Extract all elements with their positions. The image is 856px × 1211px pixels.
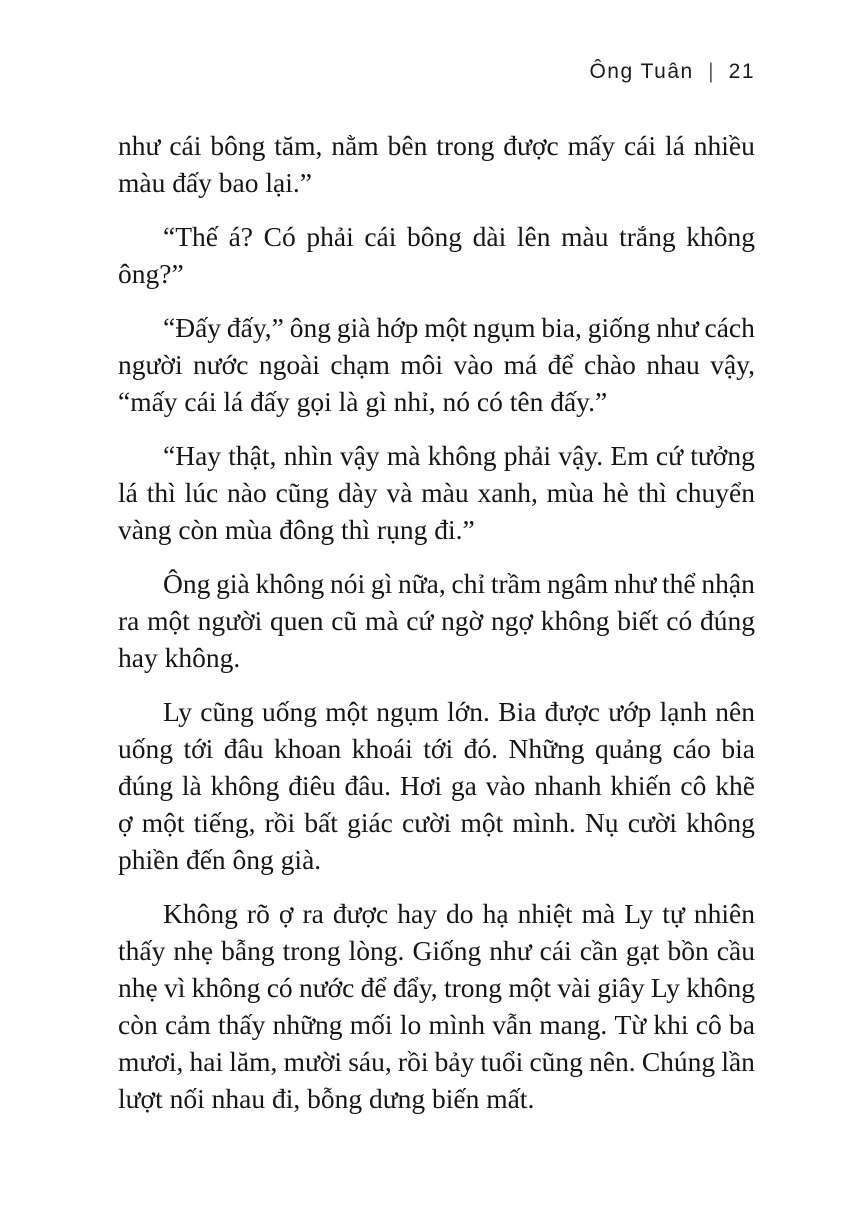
word: á?	[228, 221, 254, 252]
word: “Đấy	[163, 312, 222, 343]
word: lá	[118, 477, 138, 508]
word: Có	[263, 221, 296, 252]
word: hai	[189, 1046, 224, 1077]
word: được	[332, 898, 389, 929]
word: ra	[118, 605, 140, 636]
word: mươi,	[118, 1046, 184, 1077]
word: những	[272, 1009, 343, 1040]
word: Giống	[412, 935, 482, 966]
word: già	[216, 568, 250, 599]
word: bảy	[434, 1046, 475, 1077]
word: trầm	[490, 568, 542, 599]
word: khẽ	[715, 770, 755, 801]
paragraph-1	[118, 127, 755, 201]
paragraph-3	[118, 309, 755, 420]
word: trắng	[619, 221, 676, 252]
word: thấy	[218, 1009, 266, 1040]
word: màu	[561, 221, 609, 252]
word: nên	[715, 696, 755, 727]
word: Chúng	[641, 1046, 716, 1077]
word: hạ	[482, 898, 509, 929]
word: người	[118, 349, 183, 380]
word: không	[686, 221, 755, 252]
word: cười	[627, 807, 677, 838]
word: ga	[450, 770, 477, 801]
word: không	[210, 770, 280, 801]
word: uống	[261, 696, 317, 727]
word: Ông	[163, 568, 211, 599]
word: nước	[193, 349, 249, 380]
text-line	[118, 474, 755, 511]
word: ngụm	[376, 696, 439, 727]
word: đâu.	[344, 770, 392, 801]
word: lên	[516, 221, 551, 252]
word: nhìn	[283, 440, 333, 471]
word: má	[503, 349, 538, 380]
word: cái	[623, 130, 656, 161]
word: bồn	[667, 935, 709, 966]
text-line	[118, 693, 755, 730]
word: bông	[407, 221, 463, 252]
word: ngâm	[547, 568, 609, 599]
word: như	[613, 568, 657, 599]
word: một	[460, 807, 504, 838]
text-line	[118, 218, 755, 255]
text-line	[118, 602, 755, 639]
word: chạm	[330, 349, 390, 380]
word: cô	[680, 770, 707, 801]
word: cũng	[529, 1046, 583, 1077]
word: và	[386, 477, 413, 508]
word: Ly	[163, 696, 193, 727]
word: dày	[337, 477, 378, 508]
word: cũ	[331, 605, 358, 636]
word: vào	[485, 770, 526, 801]
page-number: 21	[728, 60, 755, 83]
word: mười	[283, 1046, 343, 1077]
word: ra	[302, 898, 324, 929]
word: thật,	[228, 440, 277, 471]
body-text	[118, 127, 755, 1117]
word: như	[656, 312, 699, 343]
word: nằm	[331, 130, 379, 161]
word: cũng	[275, 477, 330, 508]
word: gạt	[625, 935, 660, 966]
word: ông	[289, 312, 332, 343]
paragraph-5	[118, 565, 755, 676]
paragraph-2	[118, 218, 755, 292]
word: mối	[349, 1009, 393, 1040]
word: ngoài	[258, 349, 320, 380]
word: còn	[118, 1009, 158, 1040]
word: rồi	[397, 1046, 429, 1077]
word: nhiên	[693, 898, 755, 929]
word: người	[197, 605, 263, 636]
word: lăm,	[229, 1046, 278, 1077]
word: vẫn	[492, 1009, 532, 1040]
word: vậy.	[558, 440, 604, 471]
word: trong	[443, 972, 503, 1003]
word: cáo	[672, 733, 711, 764]
word: nhẹ	[173, 935, 214, 966]
word: vào	[453, 349, 494, 380]
word: Em	[610, 440, 649, 471]
text-line	[118, 932, 755, 969]
word: rõ	[246, 898, 270, 929]
text-line	[118, 127, 755, 164]
word: già	[336, 312, 371, 343]
word: nhiệt	[517, 898, 573, 929]
word: tưởng	[690, 440, 755, 471]
word: uống	[118, 733, 173, 764]
word: một	[147, 605, 190, 636]
word: đâu	[223, 733, 264, 764]
word: bia,	[541, 312, 582, 343]
word: lòng.	[348, 935, 405, 966]
word: Ly	[650, 972, 680, 1003]
word: nhiều	[693, 130, 755, 161]
word: được	[503, 130, 559, 161]
word: ợ	[278, 898, 294, 929]
word: màu	[421, 477, 469, 508]
word: lá	[664, 130, 685, 161]
word: do	[446, 898, 474, 929]
word: nhau	[646, 349, 700, 380]
text-line	[118, 309, 755, 346]
word: vậy,	[710, 349, 755, 380]
word: cười	[402, 807, 452, 838]
word: “Thế	[163, 221, 218, 252]
text-line	[118, 565, 755, 602]
word: ngợ	[490, 605, 534, 636]
text-line	[118, 1043, 755, 1080]
paragraph-7	[118, 895, 755, 1117]
word: nhận	[701, 568, 755, 599]
word: không	[427, 440, 497, 471]
word: thấy	[118, 935, 166, 966]
word: ợ	[118, 807, 133, 838]
word: tuổi	[480, 1046, 524, 1077]
word: vì	[164, 972, 186, 1003]
word: vậy	[339, 440, 380, 471]
word: đó.	[463, 733, 498, 764]
word: khoái	[351, 733, 413, 764]
word: hè	[602, 477, 629, 508]
word: một	[141, 807, 185, 838]
running-title: Ông Tuân	[589, 60, 694, 83]
word: lần	[721, 1046, 755, 1077]
word: không	[686, 807, 755, 838]
word: điêu	[288, 770, 336, 801]
word: tới	[183, 733, 214, 764]
word: sáu,	[348, 1046, 392, 1077]
word: Nụ	[584, 807, 619, 838]
word: ba	[729, 1009, 755, 1040]
text-line	[118, 804, 755, 841]
word: dài	[472, 221, 507, 252]
paragraph-6	[118, 693, 755, 878]
word: quảng	[594, 733, 663, 764]
text-line	[118, 730, 755, 767]
word: phải	[306, 221, 354, 252]
word: phải	[503, 440, 552, 471]
word: lo	[399, 1009, 422, 1040]
word: cô	[695, 1009, 722, 1040]
text-line: “mấy cái lá đấy gọi là gì nhỉ, nó có tên đấy.”	[118, 386, 608, 417]
word: không	[191, 972, 261, 1003]
word: bẫng	[221, 935, 275, 966]
word: giác	[347, 807, 393, 838]
text-line	[118, 969, 755, 1006]
word: mùa	[546, 477, 595, 508]
word: mình	[428, 1009, 485, 1040]
word: giống	[587, 312, 651, 343]
word: mà	[364, 605, 399, 636]
word: đẩy,	[392, 972, 438, 1003]
word: hớp	[376, 312, 419, 343]
text-line	[118, 346, 755, 383]
text-line: màu đấy bao lại.”	[118, 167, 312, 198]
word: Không	[163, 898, 238, 929]
word: khiến	[610, 770, 672, 801]
word: rồi	[264, 807, 296, 838]
word: trong	[436, 130, 495, 161]
word: cách	[704, 312, 755, 343]
word: một	[508, 972, 552, 1003]
text-line: vàng còn mùa đông thì rụng đi.”	[118, 514, 475, 545]
word: nhanh	[534, 770, 602, 801]
word: ướp	[608, 696, 652, 727]
word: Những	[508, 733, 585, 764]
word: vài	[557, 972, 591, 1003]
text-line: hay không.	[118, 642, 241, 673]
word: môi	[400, 349, 444, 380]
word: ngờ	[441, 605, 484, 636]
word: một	[325, 696, 368, 727]
header-separator: |	[708, 60, 714, 83]
word: Từ	[614, 1009, 647, 1040]
word: tăm,	[274, 130, 323, 161]
word: như	[118, 130, 161, 161]
word: Ly	[624, 898, 654, 929]
word: bông	[210, 130, 266, 161]
word: cảm	[164, 1009, 211, 1040]
word: cái	[364, 221, 397, 252]
word: để	[547, 349, 574, 380]
word: mấy	[567, 130, 615, 161]
text-line: phiền đến ông già.	[118, 844, 322, 875]
word: bên	[387, 130, 428, 161]
word: cái	[539, 935, 572, 966]
running-header	[589, 60, 755, 84]
word: nữa,	[398, 568, 446, 599]
word: được	[544, 696, 600, 727]
text-line	[118, 767, 755, 804]
word: không	[686, 972, 755, 1003]
word: cứ	[655, 440, 683, 471]
word: cần	[579, 935, 618, 966]
word: cũng	[200, 696, 254, 727]
word: ngụm	[472, 312, 536, 343]
word: thì	[637, 477, 667, 508]
word: bất	[304, 807, 338, 838]
word: thể	[662, 568, 696, 599]
word: tới	[423, 733, 454, 764]
word: cứ	[406, 605, 434, 636]
word: chào	[584, 349, 636, 380]
word: gì	[370, 568, 393, 599]
word: trong	[282, 935, 341, 966]
word: không	[540, 605, 610, 636]
word: cái	[169, 130, 202, 161]
word: đúng	[699, 605, 755, 636]
word: cầu	[716, 935, 755, 966]
word: tự	[662, 898, 685, 929]
word: một	[424, 312, 468, 343]
word: biết	[617, 605, 659, 636]
text-line	[118, 437, 755, 474]
word: đúng	[118, 770, 173, 801]
word: thì	[146, 477, 176, 508]
text-line: ông?”	[118, 258, 184, 289]
word: chuyển	[675, 477, 755, 508]
word: không	[255, 568, 325, 599]
word: có	[666, 605, 693, 636]
word: mang.	[539, 1009, 608, 1040]
word: tiếng,	[193, 807, 256, 838]
word: nhẹ	[118, 972, 158, 1003]
word: bia	[721, 733, 755, 764]
word: Bia	[498, 696, 537, 727]
word: mà	[386, 440, 421, 471]
word: đấy,”	[226, 312, 284, 343]
word: khi	[653, 1009, 689, 1040]
word: lớn.	[447, 696, 490, 727]
word: mà	[581, 898, 616, 929]
word: nói	[329, 568, 366, 599]
word: nào	[227, 477, 267, 508]
word: chỉ	[451, 568, 486, 599]
word: lúc	[184, 477, 219, 508]
text-line	[118, 895, 755, 932]
word: khoan	[274, 733, 342, 764]
word: nên.	[589, 1046, 636, 1077]
word: như	[489, 935, 532, 966]
word: xanh,	[477, 477, 538, 508]
word: Hơi	[399, 770, 442, 801]
text-line: lượt nối nhau đi, bỗng dưng biến mất.	[118, 1083, 535, 1114]
word: là	[181, 770, 202, 801]
paragraph-4	[118, 437, 755, 548]
word: để	[360, 972, 387, 1003]
word: nước	[298, 972, 355, 1003]
word: quen	[270, 605, 324, 636]
word: có	[266, 972, 293, 1003]
word: mình.	[512, 807, 576, 838]
word: giây	[597, 972, 645, 1003]
word: lạnh	[659, 696, 708, 727]
word: “Hay	[163, 440, 222, 471]
word: hay	[397, 898, 437, 929]
text-line	[118, 1006, 755, 1043]
